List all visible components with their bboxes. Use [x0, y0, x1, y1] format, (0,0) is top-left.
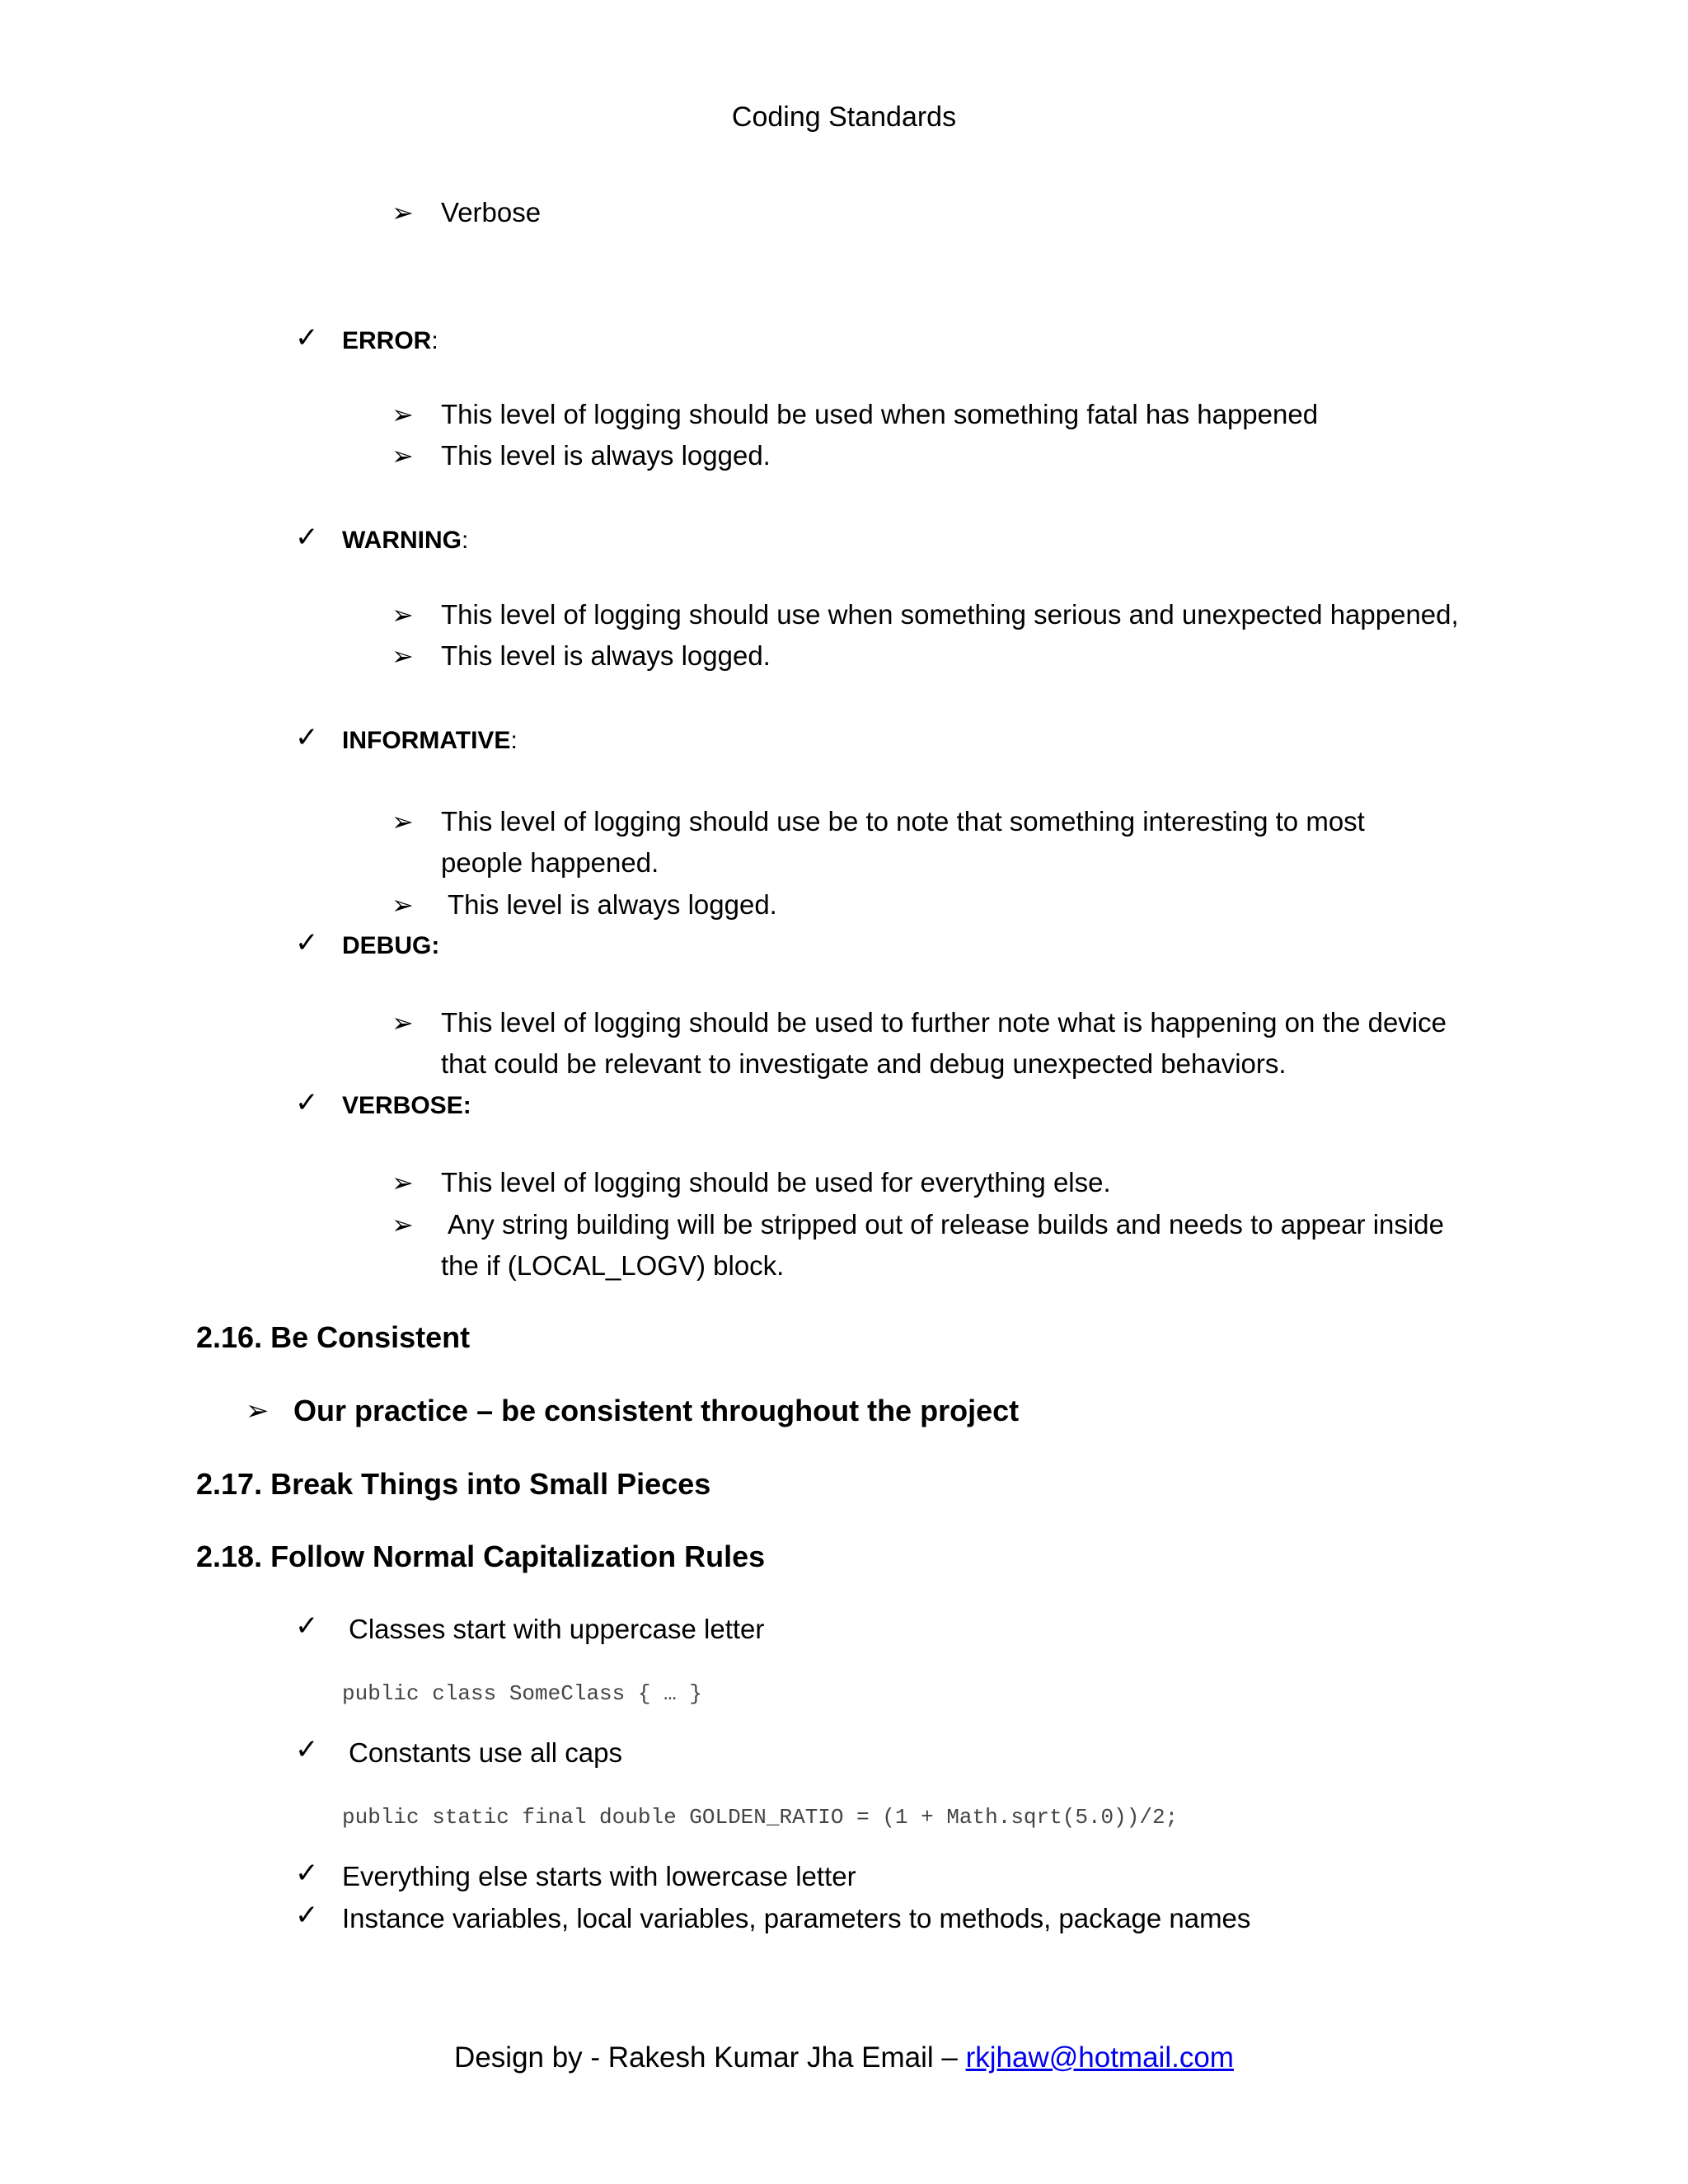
debug-bullet-1-line-1: This level of logging should be used to further note what is happening on the device — [441, 1007, 1447, 1038]
error-bullet-2: This level is always logged. — [441, 440, 771, 471]
checkmark-icon: ✓ — [295, 1858, 319, 1889]
rule-constants-caps: Constants use all caps — [349, 1737, 623, 1768]
page-header: Coding Standards — [731, 101, 957, 133]
arrow-bullet-icon: ➢ — [392, 400, 414, 429]
verbose-bullet-2-line-2: the if (LOCAL_LOGV) block. — [441, 1250, 785, 1281]
error-label: ERROR: — [342, 327, 438, 354]
rule-lowercase: Everything else starts with lowercase letter — [342, 1861, 856, 1891]
verbose-label: VERBOSE: — [342, 1092, 471, 1119]
verbose-bullet-2-line-1: Any string building will be stripped out of release builds and needs to appear inside — [448, 1209, 1444, 1240]
section-heading-2-18: 2.18. Follow Normal Capitalization Rules — [196, 1540, 766, 1573]
arrow-bullet-icon: ➢ — [392, 1210, 414, 1240]
footer-credit: Design by - Rakesh Kumar Jha Email – — [454, 2041, 966, 2074]
rule-lowercase-scope: Instance variables, local variables, parameters to methods, package names — [342, 1903, 1251, 1933]
checkmark-icon: ✓ — [295, 1610, 319, 1642]
arrow-bullet-icon: ➢ — [392, 441, 414, 471]
arrow-bullet-icon: ➢ — [392, 1168, 414, 1197]
section-heading-2-16: 2.16. Be Consistent — [196, 1320, 471, 1354]
warning-bullet-1: This level of logging should use when something serious and unexpected happened, — [441, 599, 1459, 630]
checkmark-icon: ✓ — [295, 927, 319, 958]
checkmark-icon: ✓ — [295, 1734, 319, 1765]
practice-statement: Our practice – be consistent throughout the project — [293, 1394, 1020, 1427]
debug-bullet-1-line-2: that could be relevant to investigate and debug unexpected behaviors. — [441, 1048, 1287, 1079]
arrow-bullet-icon: ➢ — [392, 890, 414, 920]
informative-bullet-1-line-2: people happened. — [441, 847, 659, 878]
arrow-bullet-icon: ➢ — [392, 198, 414, 227]
code-example-class: public class SomeClass { … } — [342, 1681, 702, 1706]
checkmark-icon: ✓ — [295, 522, 319, 553]
list-item-verbose: Verbose — [441, 197, 542, 227]
arrow-bullet-icon: ➢ — [392, 807, 414, 837]
informative-bullet-1-line-1: This level of logging should use be to note that something interesting to most — [441, 806, 1365, 837]
arrow-bullet-icon: ➢ — [246, 1395, 270, 1427]
warning-bullet-2: This level is always logged. — [441, 640, 771, 671]
page-footer — [0, 2039, 1688, 2077]
arrow-bullet-icon: ➢ — [392, 600, 414, 630]
email-link[interactable]: rkjhaw@hotmail.com — [965, 2041, 1234, 2074]
arrow-bullet-icon: ➢ — [392, 641, 414, 671]
rule-classes-uppercase: Classes start with uppercase letter — [349, 1614, 765, 1644]
checkmark-icon: ✓ — [295, 1087, 319, 1118]
section-heading-2-17: 2.17. Break Things into Small Pieces — [196, 1467, 711, 1501]
code-example-constant: public static final double GOLDEN_RATIO = (1 + Math.sqrt(5.0))/2; — [342, 1805, 1179, 1830]
arrow-bullet-icon: ➢ — [392, 1008, 414, 1038]
warning-label: WARNING: — [342, 527, 469, 554]
error-bullet-1: This level of logging should be used when something fatal has happened — [441, 399, 1319, 429]
debug-label: DEBUG: — [342, 932, 440, 959]
informative-bullet-2: This level is always logged. — [448, 889, 777, 920]
checkmark-icon: ✓ — [295, 322, 319, 354]
checkmark-icon: ✓ — [295, 722, 319, 753]
informative-label: INFORMATIVE: — [342, 727, 518, 754]
checkmark-icon: ✓ — [295, 1900, 319, 1931]
verbose-bullet-1: This level of logging should be used for everything else. — [441, 1167, 1111, 1197]
